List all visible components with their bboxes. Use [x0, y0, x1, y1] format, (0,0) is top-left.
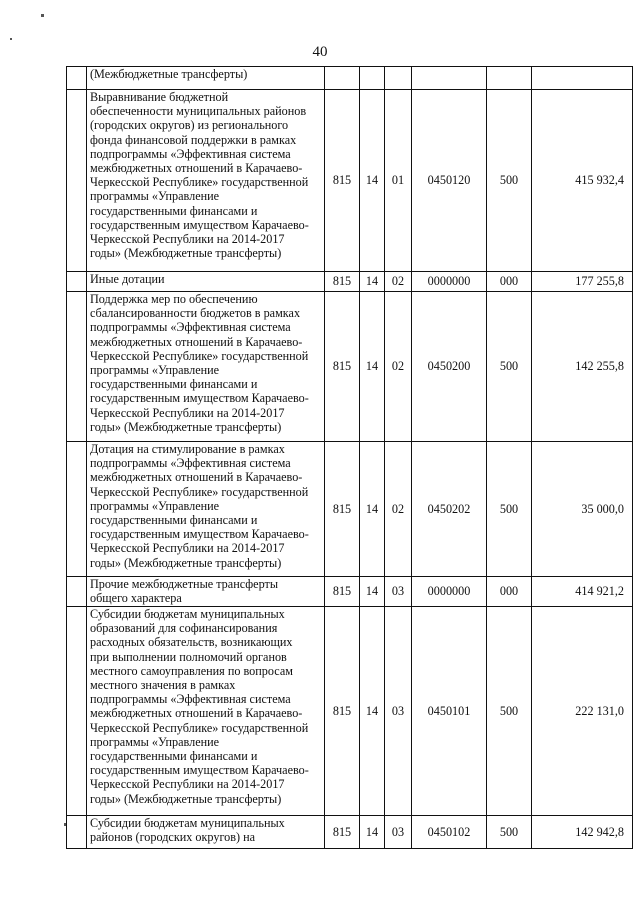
- description-line: межбюджетных отношений в Карачаево-: [90, 334, 303, 349]
- target-code-cell: [412, 67, 487, 90]
- description-line: Черкесской Республики на 2014-2017: [90, 777, 285, 792]
- ministry-code-cell: 815: [325, 816, 360, 849]
- table-row: [67, 90, 633, 272]
- description-cell: [87, 272, 325, 292]
- section-code-cell: 14: [360, 577, 385, 607]
- description-line: сбалансированности бюджетов в рамках: [90, 306, 301, 321]
- description-line: образований для софинансирования: [90, 621, 278, 636]
- amount-cell: 142 942,8: [532, 816, 633, 849]
- description-line: годы» (Межбюджетные трансферты): [90, 791, 282, 806]
- amount-cell: 415 932,4: [532, 90, 633, 272]
- description-line: государственными финансами и: [90, 203, 258, 218]
- subsection-code-cell: 03: [385, 607, 412, 816]
- description-line: программы «Управление: [90, 498, 220, 513]
- description-line: Дотация на стимулирование в рамках: [90, 442, 285, 456]
- target-code-cell: 0450120: [412, 90, 487, 272]
- description-cell: [87, 577, 325, 607]
- description-line: расходных обязательств, возникающих: [90, 635, 293, 650]
- description-line: обеспеченности муниципальных районов: [90, 104, 307, 119]
- subsection-code-cell: 03: [385, 577, 412, 607]
- description-line: программы «Управление: [90, 189, 220, 204]
- amount-cell: 142 255,8: [532, 292, 633, 442]
- description-line: Черкесской Республике» государственной: [90, 175, 309, 190]
- expense-type-cell: 500: [487, 90, 532, 272]
- description-line: Субсидии бюджетам муниципальных: [90, 816, 285, 830]
- subsection-code-cell: 01: [385, 90, 412, 272]
- scan-speck: [10, 38, 12, 40]
- description-line: государственными финансами и: [90, 513, 258, 528]
- amount-cell: 35 000,0: [532, 442, 633, 577]
- row-number-cell: [67, 816, 87, 849]
- target-code-cell: 0450200: [412, 292, 487, 442]
- subsection-code-cell: [385, 67, 412, 90]
- section-code-cell: 14: [360, 90, 385, 272]
- table-row: [67, 67, 633, 90]
- description-line: Черкесской Республики на 2014-2017: [90, 405, 285, 420]
- description-line: Черкесской Республики на 2014-2017: [90, 541, 285, 556]
- ministry-code-cell: 815: [325, 607, 360, 816]
- table-row: [67, 272, 633, 292]
- subsection-code-cell: 02: [385, 272, 412, 292]
- amount-cell: [532, 67, 633, 90]
- amount-cell: 177 255,8: [532, 272, 633, 292]
- target-code-cell: 0450101: [412, 607, 487, 816]
- description-line: Выравнивание бюджетной: [90, 90, 229, 104]
- expense-type-cell: 500: [487, 442, 532, 577]
- amount-cell: 222 131,0: [532, 607, 633, 816]
- table-row: [67, 607, 633, 816]
- description-cell: [87, 90, 325, 272]
- description-line: подпрограммы «Эффективная система: [90, 456, 291, 471]
- target-code-cell: 0000000: [412, 272, 487, 292]
- description-line: межбюджетных отношений в Карачаево-: [90, 706, 303, 721]
- description-line: Черкесской Республики на 2014-2017: [90, 232, 285, 247]
- description-line: подпрограммы «Эффективная система: [90, 692, 291, 707]
- description-line: (городских округов) из регионального: [90, 118, 289, 133]
- description-cell: [87, 67, 325, 90]
- description-line: Черкесской Республике» государственной: [90, 348, 309, 363]
- section-code-cell: 14: [360, 607, 385, 816]
- scan-speck: [41, 14, 44, 17]
- description-line: общего характера: [90, 591, 182, 606]
- description-line: государственными финансами и: [90, 749, 258, 764]
- table-row: [67, 442, 633, 577]
- table-row: [67, 816, 633, 849]
- ministry-code-cell: 815: [325, 272, 360, 292]
- description-line: фонда финансовой поддержки в рамках: [90, 132, 297, 147]
- description-line: межбюджетных отношений в Карачаево-: [90, 161, 303, 176]
- description-line: Черкесской Республике» государственной: [90, 484, 309, 499]
- expense-type-cell: [487, 67, 532, 90]
- ministry-code-cell: 815: [325, 90, 360, 272]
- description-cell: [87, 607, 325, 816]
- subsection-code-cell: 03: [385, 816, 412, 849]
- table-row: [67, 292, 633, 442]
- description-cell: [87, 816, 325, 849]
- description-line: государственными финансами и: [90, 377, 258, 392]
- section-code-cell: 14: [360, 816, 385, 849]
- ministry-code-cell: 815: [325, 442, 360, 577]
- row-number-cell: [67, 577, 87, 607]
- description-cell: [87, 442, 325, 577]
- description-line: годы» (Межбюджетные трансферты): [90, 246, 282, 261]
- expense-type-cell: 500: [487, 607, 532, 816]
- row-number-cell: [67, 272, 87, 292]
- description-line: программы «Управление: [90, 363, 220, 378]
- expense-type-cell: 500: [487, 816, 532, 849]
- description-line: Черкесской Республике» государственной: [90, 720, 309, 735]
- description-line: Субсидии бюджетам муниципальных: [90, 607, 285, 621]
- row-number-cell: [67, 292, 87, 442]
- section-code-cell: [360, 67, 385, 90]
- description-line: государственным имуществом Карачаево-: [90, 763, 309, 778]
- description-line: годы» (Межбюджетные трансферты): [90, 419, 282, 434]
- description-line: Поддержка мер по обеспечению: [90, 292, 258, 306]
- description-line: межбюджетных отношений в Карачаево-: [90, 470, 303, 485]
- target-code-cell: 0450102: [412, 816, 487, 849]
- expense-type-cell: 000: [487, 272, 532, 292]
- description-line: подпрограммы «Эффективная система: [90, 146, 291, 161]
- description-line: при выполнении полномочий органов: [90, 649, 287, 664]
- subsection-code-cell: 02: [385, 442, 412, 577]
- description-line: Иные дотации: [90, 272, 165, 286]
- section-code-cell: 14: [360, 442, 385, 577]
- description-line: подпрограммы «Эффективная система: [90, 320, 291, 335]
- budget-table: [66, 66, 633, 849]
- description-line: районов (городских округов) на: [90, 830, 256, 845]
- description-line: местного значения в рамках: [90, 678, 236, 693]
- row-number-cell: [67, 442, 87, 577]
- section-code-cell: 14: [360, 292, 385, 442]
- budget-table-body: [67, 67, 633, 849]
- expense-type-cell: 000: [487, 577, 532, 607]
- description-line: годы» (Межбюджетные трансферты): [90, 555, 282, 570]
- target-code-cell: 0450202: [412, 442, 487, 577]
- page-number: 40: [312, 44, 328, 60]
- section-code-cell: 14: [360, 272, 385, 292]
- row-number-cell: [67, 607, 87, 816]
- table-row: [67, 577, 633, 607]
- description-line: (Межбюджетные трансферты): [90, 67, 248, 81]
- ministry-code-cell: 815: [325, 292, 360, 442]
- description-line: государственным имуществом Карачаево-: [90, 391, 309, 406]
- amount-cell: 414 921,2: [532, 577, 633, 607]
- target-code-cell: 0000000: [412, 577, 487, 607]
- subsection-code-cell: 02: [385, 292, 412, 442]
- row-number-cell: [67, 90, 87, 272]
- ministry-code-cell: [325, 67, 360, 90]
- description-line: государственным имуществом Карачаево-: [90, 527, 309, 542]
- description-line: Прочие межбюджетные трансферты: [90, 577, 279, 591]
- row-number-cell: [67, 67, 87, 90]
- description-line: государственным имуществом Карачаево-: [90, 217, 309, 232]
- description-line: местного самоуправления по вопросам: [90, 663, 293, 678]
- description-line: программы «Управление: [90, 734, 220, 749]
- ministry-code-cell: 815: [325, 577, 360, 607]
- description-cell: [87, 292, 325, 442]
- expense-type-cell: 500: [487, 292, 532, 442]
